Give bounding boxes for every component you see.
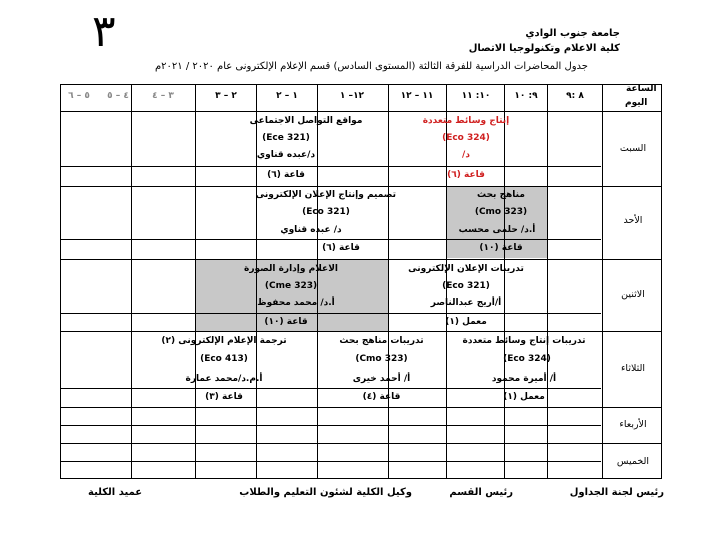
course-room: قاعة (٣) <box>205 392 243 402</box>
day-label: الخميس <box>616 456 650 467</box>
course-lecturer: أ.د/ حلمى محسب <box>458 225 536 235</box>
day-label: الاثنين <box>621 289 645 300</box>
time-slot: ١ – ٢ <box>276 91 298 101</box>
course-lecturer: أ.م.د/محمد عمارة <box>185 374 263 384</box>
course-room: قاعة (٤) <box>362 392 401 402</box>
row-line <box>61 259 661 260</box>
footer-dean: عميد الكلية <box>88 487 143 498</box>
row-line <box>61 331 661 332</box>
row-line <box>61 425 601 426</box>
course-title: ترجمة الإعلام الإلكترونى (٢) <box>161 336 287 346</box>
col-line <box>131 85 132 478</box>
row-line <box>61 443 661 444</box>
time-slot: ٣ – ٤ <box>152 91 174 101</box>
time-slot: ٩: ١٠ <box>514 91 538 101</box>
course-lecturer: أ/ أحمد خيرى <box>352 374 411 384</box>
course-lecturer: د/ <box>462 150 470 160</box>
course-title: تدريبات الإعلان الإلكترونى <box>408 264 524 274</box>
page-number: ٣ <box>92 6 116 57</box>
col-line <box>388 85 389 478</box>
time-slot: ١٢– ١ <box>339 91 365 101</box>
day-label: الثلاثاء <box>620 363 646 374</box>
course-room: قاعة (١٠) <box>264 317 308 327</box>
course-code: (Eco 321) <box>302 207 350 217</box>
course-room: قاعة (١٠) <box>479 243 523 253</box>
row-line <box>61 461 601 462</box>
col-line <box>547 85 548 478</box>
university-name: جامعة جنوب الوادي <box>525 28 620 39</box>
course-lecturer: أ/أريج عبدالناصر <box>430 298 502 308</box>
course-code: (Cmo 323) <box>355 354 408 364</box>
day-label: الأحد <box>623 215 643 226</box>
time-slot: ٨ :٩ <box>566 91 584 101</box>
time-slot: ٤ – ٥ <box>107 91 129 101</box>
course-code: (Eco 324) <box>442 133 490 143</box>
course-code: (Cmo 323) <box>474 207 528 217</box>
row-line <box>61 313 601 314</box>
course-code: (Eco 413) <box>200 354 248 364</box>
course-code: (Cme 323) <box>264 281 318 291</box>
course-lecturer: د/ عبده قناوي <box>280 225 342 235</box>
footer-vice-dean: وكيل الكلية لشئون التعليم والطلاب <box>239 487 412 498</box>
day-label: الأربعاء <box>619 419 647 430</box>
col-line <box>602 85 603 478</box>
course-title: تدريبات إنتاج وسائط متعددة <box>462 336 586 346</box>
course-lecturer: أ.د/ محمد محفوظ <box>257 298 335 308</box>
row-line <box>61 407 661 408</box>
course-title: مواقع التواصل الاجتماعى <box>249 116 363 126</box>
row-line <box>61 166 601 167</box>
course-room: قاعة (٦) <box>267 170 305 180</box>
course-code: (Ece 321) <box>262 133 310 143</box>
course-code: (Eco 321) <box>442 281 490 291</box>
corner-time-label: الساعة <box>626 84 657 94</box>
time-slot: ١٠: ١١ <box>461 91 491 101</box>
time-slot: ٥ – ٦ <box>68 91 90 101</box>
schedule-title: جدول المحاضرات الدراسية للفرقة الثالثة (المستوى السادس) قسم الإعلام الإلكترونى عام ٢٠٢٠ / ٢٠٢١م <box>154 61 588 72</box>
footer-dept-head: رئيس القسم <box>449 487 513 498</box>
course-lecturer: د/عبده قناوي <box>256 150 316 160</box>
schedule-table <box>60 84 662 479</box>
course-title: تدريبات مناهج بحث <box>339 336 424 346</box>
course-title: إنتاج وسائط متعددة <box>422 116 510 126</box>
course-title: الاعلام وإدارة الصورة <box>244 264 338 274</box>
footer-committee-head: رئيس لجنة الجداول <box>569 487 664 498</box>
row-line <box>61 186 661 187</box>
row-line <box>61 239 601 240</box>
course-room: معمل (١) <box>503 392 545 402</box>
course-room: قاعة (٦) <box>322 243 360 253</box>
faculty-name: كلية الاعلام وتكنولوجيا الاتصال <box>468 43 620 54</box>
col-line <box>195 85 196 478</box>
time-slot: ١١ – ١٢ <box>400 91 434 101</box>
course-room: قاعة (٦) <box>447 170 485 180</box>
corner-day-label: اليوم <box>625 98 648 108</box>
course-code: (Eco 324) <box>503 354 551 364</box>
row-line <box>61 388 601 389</box>
time-slot: ٢ – ٣ <box>215 91 237 101</box>
course-lecturer: أ/ أميرة محمود <box>491 374 557 384</box>
day-label: السبت <box>619 143 647 154</box>
course-title: مناهج بحث <box>477 190 525 200</box>
course-title: تصميم وإنتاج الإعلان الإلكترونى <box>255 190 396 200</box>
course-room: معمل (١) <box>445 317 487 327</box>
row-line <box>61 111 661 112</box>
